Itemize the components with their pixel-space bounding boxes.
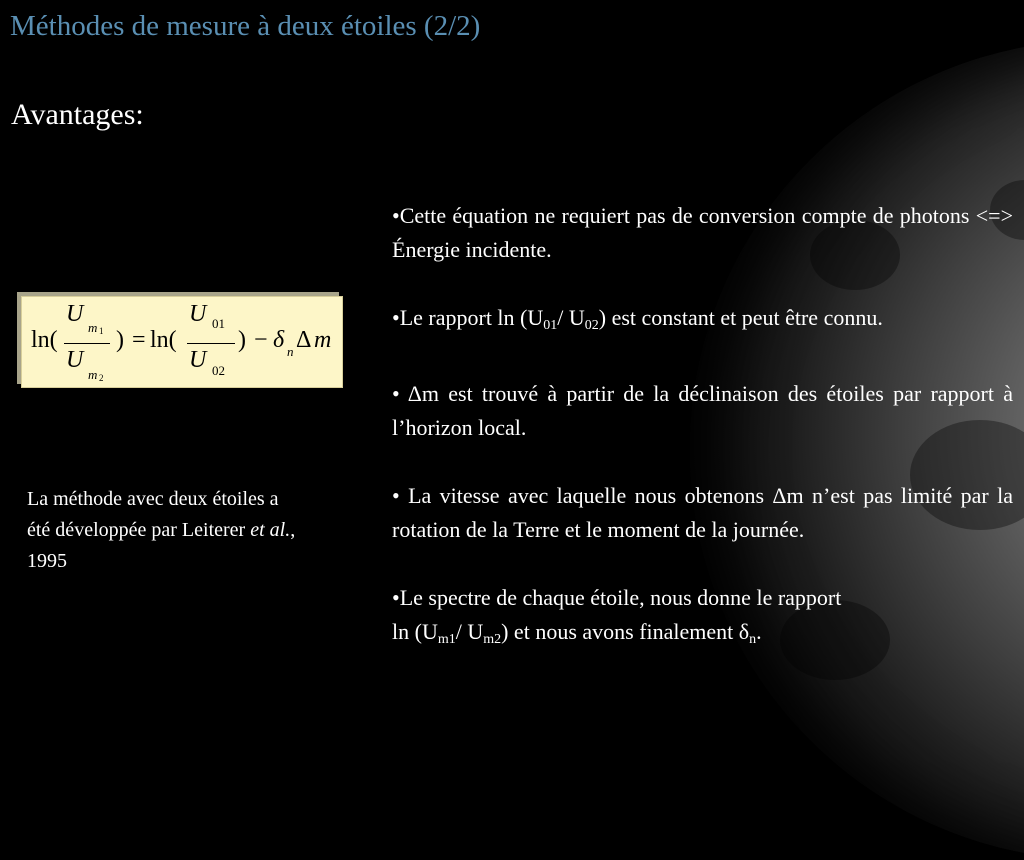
equation-box	[21, 296, 343, 388]
bullet-3: • Δm est trouvé à partir de la déclinaison des étoiles par rapport à l’horizon local.	[392, 381, 1013, 440]
eq-U-num-right: U	[189, 301, 207, 327]
slide-title: Méthodes de mesure à deux étoiles (2/2)	[10, 10, 481, 42]
eq-ln-left: ln(	[31, 327, 58, 353]
eq-1-num-left: 1	[99, 326, 104, 336]
eq-minus: −	[254, 327, 268, 353]
eq-Delta: Δ	[296, 327, 312, 353]
eq-fraction-bar-left	[64, 343, 110, 344]
eq-U-den-right: U	[189, 347, 207, 373]
eq-U-num-left: U	[66, 301, 84, 327]
eq-m-num-left: m	[88, 320, 98, 335]
eq-ln-right: ln(	[150, 327, 177, 353]
note-italic: et al.	[250, 519, 291, 541]
eq-2-den-left: 2	[99, 373, 104, 383]
eq-n: n	[287, 344, 294, 359]
eq-fraction-bar-right	[187, 343, 235, 344]
method-note	[27, 484, 297, 577]
eq-02: 02	[212, 363, 225, 378]
bullet-4: • La vitesse avec laquelle nous obtenons Δm n’est pas limité par la rotation de la Terre et le moment de la journée.	[392, 483, 1013, 542]
eq-U-den-left: U	[66, 347, 84, 373]
eq-m: m	[314, 327, 332, 353]
bullet-5: •Le spectre de chaque étoile, nous donne le rapport $\ln (U_{m1}/$ $U_{m2}$) et nous avons finalement $\delta_n$.	[392, 585, 842, 647]
note-year: , 1995	[27, 519, 296, 572]
eq-m-den-left: m	[88, 367, 98, 382]
eq-close-right: )	[238, 327, 246, 353]
eq-equals: =	[132, 327, 146, 353]
section-heading: Avantages:	[11, 98, 144, 131]
eq-close-left: )	[116, 327, 124, 353]
eq-01: 01	[212, 316, 225, 331]
bullet-1: •Cette équation ne requiert pas de conversion compte de photons <=> Énergie incidente.	[392, 203, 1013, 262]
eq-delta: δ	[273, 327, 285, 353]
note-text: La méthode avec deux étoiles a été développée par Leiterer	[27, 488, 279, 541]
equation	[28, 301, 348, 385]
bullet-2: •Le rapport $\ln (U_{01}/$ $U_{02}$) est constant et peut être connu.	[392, 305, 883, 333]
advantages-list	[392, 199, 1013, 657]
